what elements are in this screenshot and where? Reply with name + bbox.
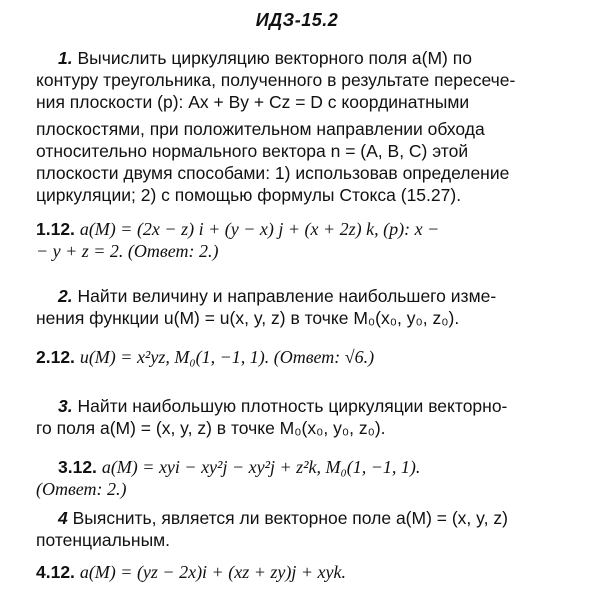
task1-line-7: циркуляции; 2) с помощью формулы Стокса (15.27). (36, 185, 462, 205)
task2-text-1: Найти величину и направление наибольшего изме- (77, 286, 497, 306)
task1-variant-number: 1.12. (36, 219, 75, 239)
task1-line-1 (58, 47, 472, 69)
task2-line-2: нения функции u(M) = u(x, y, z) в точке M₀(x₀, y₀, z₀). (36, 308, 460, 328)
task2-line-1 (58, 285, 496, 307)
task1-variant-line-2: − y + z = 2. (Ответ: 2.) (36, 241, 219, 261)
task2-number: 2. (58, 286, 73, 306)
task2-variant-formula: u(M) = x²yz, M₀(1, −1, 1). (Ответ: √6.) (79, 347, 375, 367)
task1-text-1: Вычислить циркуляцию векторного поля a(M) по (77, 48, 472, 68)
task3-variant-line-2: (Ответ: 2.) (36, 479, 127, 499)
task4-variant-number: 4.12. (36, 562, 75, 582)
page-title: ИДЗ-15.2 (255, 10, 339, 30)
task3-line-1 (58, 395, 507, 417)
task1-line-2: контуру треугольника, полученного в результате пересече- (36, 70, 516, 90)
task4-number: 4 (58, 508, 68, 528)
task3-line-2: го поля a(M) = (x, y, z) в точке M₀(x₀, y₀, z₀). (36, 418, 386, 438)
task2-variant-line (36, 346, 374, 368)
task1-variant-formula: a(M) = (2x − z) i + (y − x) j + (x + 2z) k, (p): x − (79, 219, 440, 239)
task1-line-4: плоскостями, при положительном направлении обхода (36, 119, 485, 139)
task1-number: 1. (58, 48, 73, 68)
task3-variant-line-1 (58, 456, 420, 478)
task2-variant-number: 2.12. (36, 347, 75, 367)
task4-variant-line (36, 561, 346, 583)
task3-variant-number: 3.12. (58, 457, 97, 477)
task1-variant-line-1 (36, 218, 439, 240)
task1-line-6: плоскости двумя способами: 1) использовав определение (36, 163, 510, 183)
task3-variant-formula: a(M) = xyi − xy²j − xy²j + z²k, M₀(1, −1, 1). (101, 457, 421, 477)
task1-line-3: ния плоскости (p): Ax + By + Cz = D с координатными (36, 92, 470, 112)
task1-line-5: относительно нормального вектора n = (A, B, C) этой (36, 141, 469, 161)
task3-text-1: Найти наибольшую плотность циркуляции векторно- (77, 396, 508, 416)
task4-variant-formula: a(M) = (yz − 2x)i + (xz + zy)j + xyk. (79, 562, 346, 582)
task4-text-1: Выяснить, является ли векторное поле a(M) = (x, y, z) (72, 508, 508, 528)
task4-line-2: потенциальным. (36, 530, 171, 550)
task4-line-1 (58, 507, 508, 529)
task3-number: 3. (58, 396, 73, 416)
